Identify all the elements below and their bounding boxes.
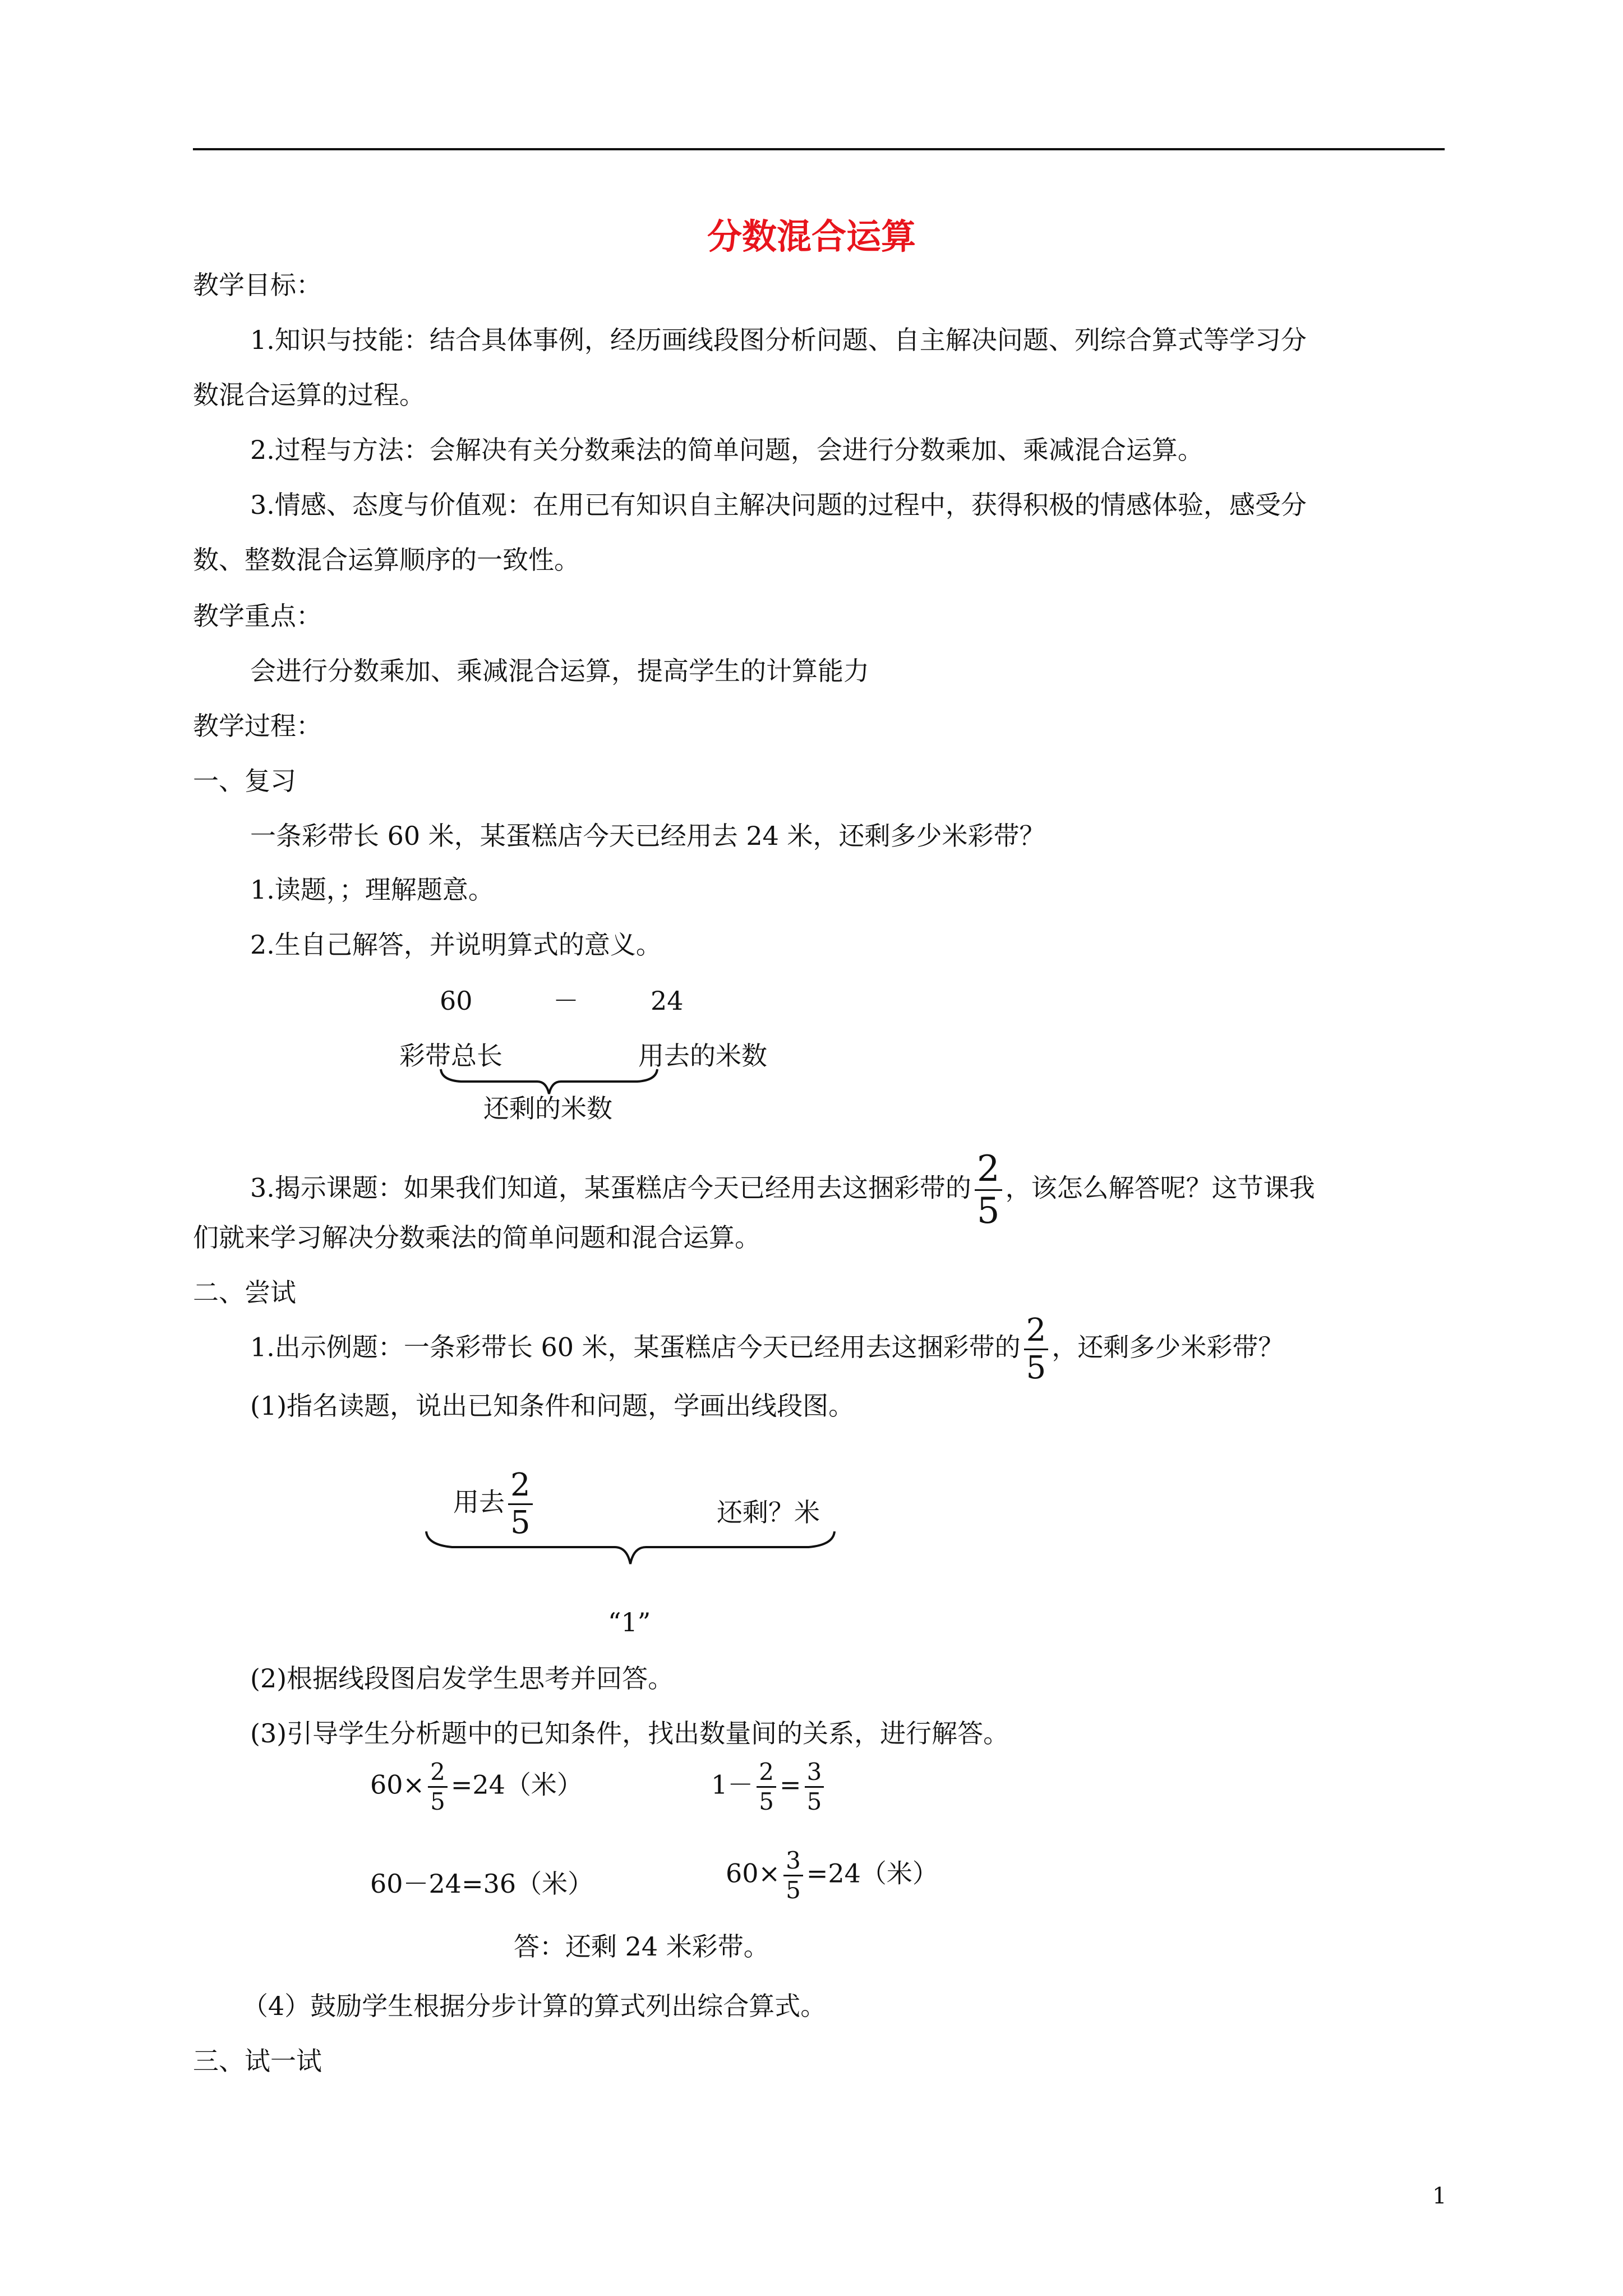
segment-whole-label: “1”: [608, 1607, 651, 1637]
fraction-two-fifths: [428, 1760, 448, 1814]
calc-2-prefix: 1－: [711, 1769, 754, 1800]
calc-4-suffix: =24（米）: [806, 1858, 938, 1889]
reveal-topic-text-a: 3.揭示课题：如果我们知道，某蛋糕店今天已经用去这捆彩带的: [250, 1172, 971, 1203]
review-step-1: 1.读题，；理解题意。: [250, 875, 494, 905]
fraction-denominator: 5: [430, 1788, 445, 1815]
fraction-numerator: 3: [783, 1849, 803, 1876]
fraction-two-fifths: [1024, 1312, 1049, 1386]
section-heading-goals: 教学目标：: [193, 270, 322, 300]
diagram-value-60: 60: [440, 986, 473, 1016]
segment-brace: [424, 1527, 837, 1568]
fraction-denominator: 5: [1026, 1350, 1046, 1386]
step-4: （4）鼓励学生根据分步计算的算式列出综合算式。: [242, 1991, 827, 2021]
diagram-label-remaining: 还剩的米数: [483, 1093, 612, 1124]
fraction-numerator: 2: [428, 1760, 448, 1788]
step-3: (3)引导学生分析题中的已知条件，找出数量间的关系，进行解答。: [250, 1718, 1009, 1749]
key-point-text: 会进行分数乘加、乘减混合运算，提高学生的计算能力: [250, 656, 869, 686]
fraction-denominator: 5: [510, 1504, 531, 1541]
section-heading-key: 教学重点：: [193, 601, 322, 631]
fraction-numerator: 2: [757, 1760, 776, 1788]
page-number: 1: [1432, 2183, 1447, 2209]
example-text-a: 1.出示例题：一条彩带长 60 米，某蛋糕店今天已经用去这捆彩带的: [250, 1332, 1021, 1363]
diagram-label-total-length: 彩带总长: [399, 1041, 502, 1071]
segment-used-prefix: 用去: [453, 1487, 505, 1517]
reveal-topic-line-2: 们就来学习解决分数乘法的简单问题和混合运算。: [193, 1222, 760, 1253]
header-rule: [193, 148, 1445, 150]
fraction-three-fifths: [805, 1760, 824, 1814]
page-title: 分数混合运算: [707, 216, 916, 257]
review-question: 一条彩带长 60 米，某蛋糕店今天已经用去 24 米，还剩多少米彩带？: [250, 821, 1045, 851]
fraction-three-fifths: [783, 1849, 803, 1902]
reveal-topic-line-1: [250, 1148, 1315, 1232]
calc-2-equals: =: [780, 1769, 801, 1800]
goal-1-line-1: 1.知识与技能：结合具体事例，经历画线段图分析问题、自主解决问题、列综合算式等学习分: [250, 325, 1307, 355]
calc-1-suffix: =24（米）: [450, 1769, 583, 1800]
step-1: (1)指名读题，说出已知条件和问题，学画出线段图。: [250, 1391, 855, 1421]
part-2-heading: 二、尝试: [193, 1277, 296, 1308]
diagram-value-24: 24: [651, 986, 684, 1016]
fraction-numerator: 3: [805, 1760, 824, 1788]
fraction-denominator: 5: [759, 1788, 774, 1815]
calc-4: [726, 1849, 938, 1902]
example-text-b: ，还剩多少米彩带？: [1052, 1332, 1284, 1363]
section-heading-process: 教学过程：: [193, 711, 322, 741]
fraction-numerator: 2: [508, 1470, 533, 1505]
fraction-denominator: 5: [786, 1876, 801, 1904]
fraction-numerator: 2: [1024, 1315, 1049, 1350]
part-1-heading: 一、复习: [193, 766, 296, 796]
calc-2: [711, 1760, 827, 1814]
example-problem: [250, 1312, 1284, 1386]
calc-3: 60－24=36（米）: [370, 1869, 594, 1899]
answer: 答：还剩 24 米彩带。: [514, 1931, 769, 1962]
review-step-2: 2.生自己解答，并说明算式的意义。: [250, 930, 662, 960]
goal-2: 2.过程与方法：会解决有关分数乘法的简单问题，会进行分数乘加、乘减混合运算。: [250, 435, 1204, 465]
step-2: (2)根据线段图启发学生思考并回答。: [250, 1663, 674, 1694]
part-3-heading: 三、试一试: [193, 2046, 322, 2076]
fraction-two-fifths: [757, 1760, 776, 1814]
fraction-two-fifths: [975, 1148, 1002, 1232]
fraction-denominator: 5: [806, 1788, 822, 1815]
fraction-denominator: 5: [976, 1190, 1000, 1232]
calc-1: [370, 1760, 583, 1814]
fraction-numerator: 2: [975, 1151, 1002, 1191]
goal-1-line-2: 数混合运算的过程。: [193, 380, 425, 410]
diagram-label-used-length: 用去的米数: [638, 1041, 767, 1071]
goal-3-line-2: 数、整数混合运算顺序的一致性。: [193, 545, 580, 575]
segment-label-remaining: 还剩？米: [717, 1497, 820, 1527]
calc-1-prefix: 60×: [370, 1769, 425, 1800]
goal-3-line-1: 3.情感、态度与价值观：在用已有知识自主解决问题的过程中，获得积极的情感体验，感受分: [250, 490, 1307, 520]
calc-4-prefix: 60×: [726, 1858, 781, 1889]
reveal-topic-text-b: ，该怎么解答呢？这节课我: [1005, 1172, 1315, 1203]
diagram-minus-sign: －: [553, 986, 579, 1016]
